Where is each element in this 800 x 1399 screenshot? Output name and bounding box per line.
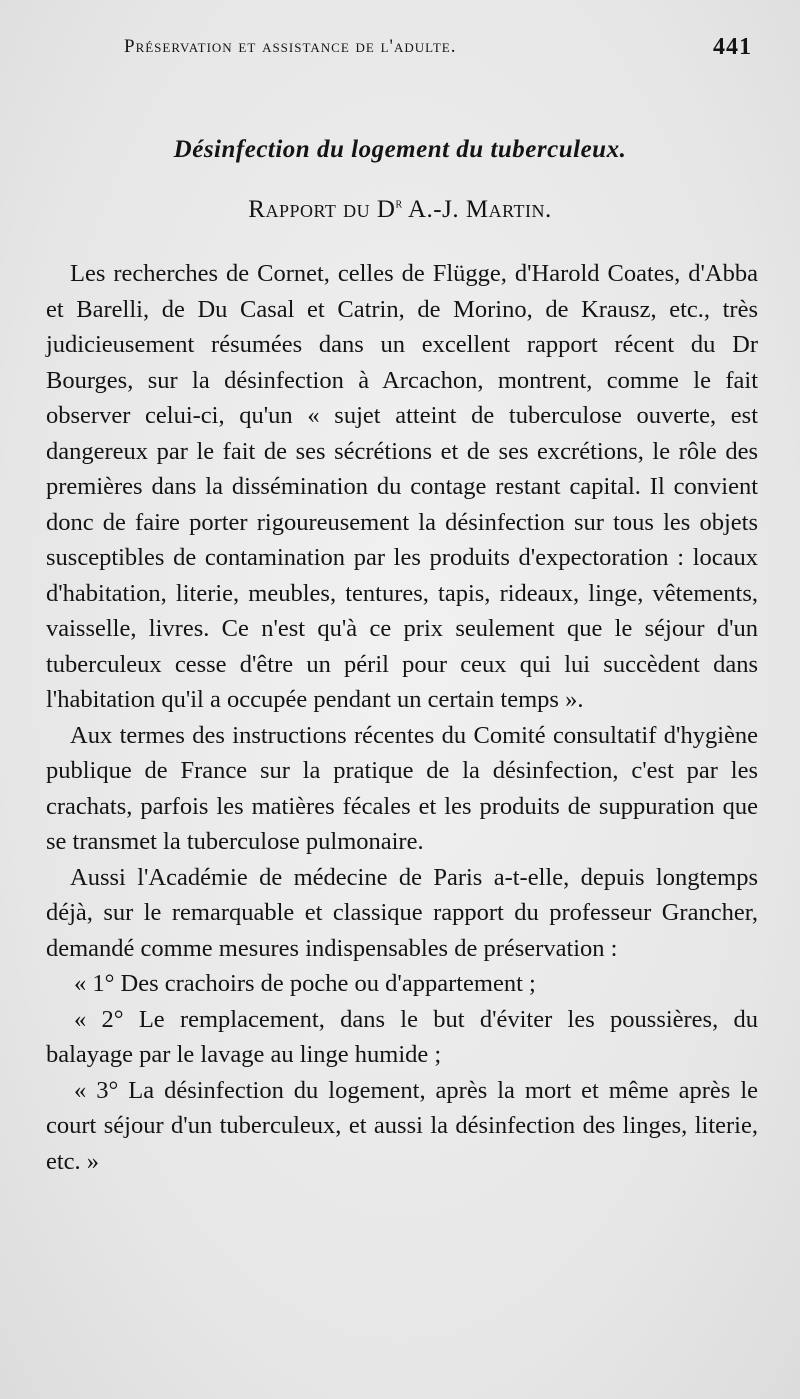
body-text [46, 256, 758, 1179]
paragraph: Les recherches de Cornet, celles de Flügge, d'Harold Coates, d'Abba et Barelli, de Du Casal et Catrin, de Morino, de Krausz, etc., très judicieusement résumées dans un excellent rapport récent du Dr Bourges, sur la désinfection à Arcachon, montrent, comme le fait observer celui-ci, qu'un « sujet atteint de tuberculose ouverte, est dangereux par le fait de ses sécrétions et de ses excrétions, le rôle des premières dans la dissémination du contage restant capital. Il convient donc de faire porter rigoureusement la désinfection sur tous les objets susceptibles de contamination par les produits d'expectoration : locaux d'habitation, literie, meubles, tentures, tapis, rideaux, linge, vêtements, vaisselle, livres. Ce n'est qu'à ce prix seulement que le séjour d'un tuberculeux cesse d'être un péril pour ceux qui lui succèdent dans l'habitation qu'il a occupée pendant un certain temps ». [46, 260, 758, 713]
running-head [44, 34, 756, 64]
section-title: Désinfection du logement du tuberculeux. [173, 136, 627, 163]
running-title: Préservation et assistance de l'adulte. [124, 36, 457, 57]
byline [0, 196, 800, 224]
byline-author: A.-J. Martin. [402, 196, 552, 223]
paragraph: Aussi l'Académie de médecine de Paris a-t-elle, depuis longtemps déjà, sur le remarquable et classique rapport du professeur Grancher, demandé comme mesures indispensables de préservation : [46, 863, 758, 962]
list-item: « 3° La désinfection du logement, après la mort et même après le court séjour d'un tuberculeux, et aussi la désinfection des linges, literie, etc. » [46, 1076, 758, 1175]
byline-prefix: Rapport du D [248, 196, 396, 223]
list-item: « 2° Le remplacement, dans le but d'éviter les poussières, du balayage par le lavage au linge humide ; [46, 1005, 758, 1068]
byline-superscript: r [395, 196, 403, 212]
list-item: « 1° Des crachoirs de poche ou d'appartement ; [74, 970, 536, 997]
page-number: 441 [713, 34, 752, 60]
paragraph: Aux termes des instructions récentes du Comité consultatif d'hygiène publique de France sur la pratique de la désinfection, c'est par les crachats, parfois les matières fécales et les produits de suppuration que se transmet la tuberculose pulmonaire. [46, 721, 758, 855]
